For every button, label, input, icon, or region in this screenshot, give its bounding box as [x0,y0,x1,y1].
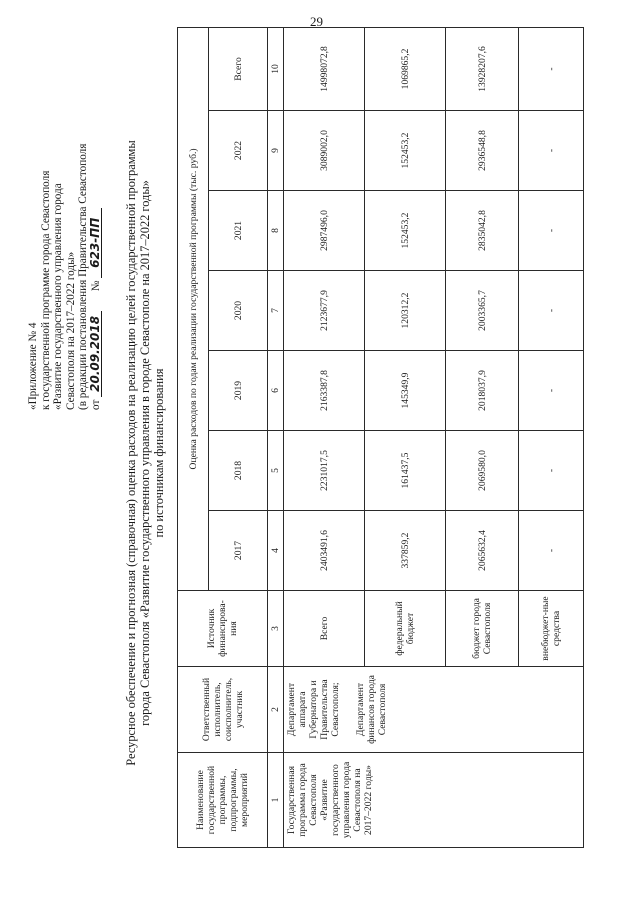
header-year: 2020 [209,271,268,351]
header-source: Источник финансирова-ния [178,591,268,667]
table-row [284,27,365,847]
value-cell: 2018037,9 [446,351,519,431]
column-number: 4 [268,511,284,591]
total-cell: 13928207,6 [446,27,519,110]
source-cell: бюджет города Севастополя [446,591,519,667]
program-name-cell: Государственная программа города Севастополя «Развитие государственного управления города Севастополя на 2017–2022 годы» [284,753,584,848]
date-prefix: от [89,399,102,410]
value-cell: 2163387,8 [284,351,365,431]
total-cell: - [519,27,584,110]
handwritten-date: 20.09.2018 [90,311,102,397]
value-cell: 152453,2 [365,191,446,271]
value-cell: 2003365,7 [446,271,519,351]
executor-text: Департамент финансов города Севастополя [355,675,388,744]
value-cell: 3089002,0 [284,111,365,191]
header-executor: Ответственный исполнитель, соисполнитель, участник [178,667,268,753]
appendix-line: Севастополя на 2017–2022 годы» [64,251,77,410]
header-year: 2017 [209,511,268,591]
column-number: 3 [268,591,284,667]
title-line: города Севастополя «Развитие государственного управления в городе Севастополе на 2017–2022 годы» [138,180,152,726]
appendix-line: к государственной программе города Севастополя [39,170,52,410]
value-cell: 2123677,9 [284,271,365,351]
header-year: 2022 [209,111,268,191]
value-cell: - [519,511,584,591]
column-number: 9 [268,111,284,191]
header-year: 2021 [209,191,268,271]
handwritten-number: 623-ПП [90,208,102,278]
title-line: Ресурсное обеспечение и прогнозная (справочная) оценка расходов на реализацию целей государственной программы [124,140,138,766]
value-cell: 2936548,8 [446,111,519,191]
total-cell: 1069865,2 [365,27,446,110]
value-cell: 161437,5 [365,431,446,511]
value-cell: - [519,271,584,351]
value-cell: 2065632,4 [446,511,519,591]
header-year: 2018 [209,431,268,511]
value-cell: 2835042,8 [446,191,519,271]
header-name: Наименование государственной программы, подпрограммы, мероприятий [178,753,268,848]
executor-text: Департамент аппарата Губернатора и Правительства Севастополя; [286,679,341,740]
value-cell: 152453,2 [365,111,446,191]
value-cell: 2231017,5 [284,431,365,511]
column-number: 7 [268,271,284,351]
appendix-line: «Развитие государственного управления города [52,183,65,410]
value-cell: 145349,9 [365,351,446,431]
value-cell: - [519,431,584,511]
appendix-header [27,25,103,410]
document-title [124,53,166,853]
funding-table [177,27,584,848]
value-cell: - [519,191,584,271]
value-cell: 2069580,0 [446,431,519,511]
page-number: 29 [310,14,323,29]
column-number-row [268,27,284,847]
executor-cell [284,667,584,753]
source-cell: федеральный бюджет [365,591,446,667]
rotated-landscape-content [18,23,615,853]
source-cell: Всего [284,591,365,667]
column-number: 10 [268,27,284,110]
value-cell: 2403491,6 [284,511,365,591]
appendix-date-line [87,25,103,410]
column-number: 2 [268,667,284,753]
value-cell: 2987496,0 [284,191,365,271]
table-header-row [178,27,209,847]
value-cell: - [519,351,584,431]
appendix-line: (в редакции постановления Правительства Севастополя [77,143,90,410]
appendix-line: «Приложение № 4 [27,322,39,410]
column-number: 5 [268,431,284,511]
value-cell: 120312,2 [365,271,446,351]
total-cell: 14998072,8 [284,27,365,110]
title-line: по источникам финансирования [152,368,166,538]
source-cell: внебюджет-ные средства [519,591,584,667]
column-number: 1 [268,753,284,848]
value-cell: - [519,111,584,191]
column-number: 8 [268,191,284,271]
value-cell: 337859,2 [365,511,446,591]
column-number: 6 [268,351,284,431]
header-year: 2019 [209,351,268,431]
header-estimate: Оценка расходов по годам реализации государственной программы (тыс. руб.) [178,27,209,590]
number-prefix: № [89,280,102,292]
header-total: Всего [209,27,268,110]
